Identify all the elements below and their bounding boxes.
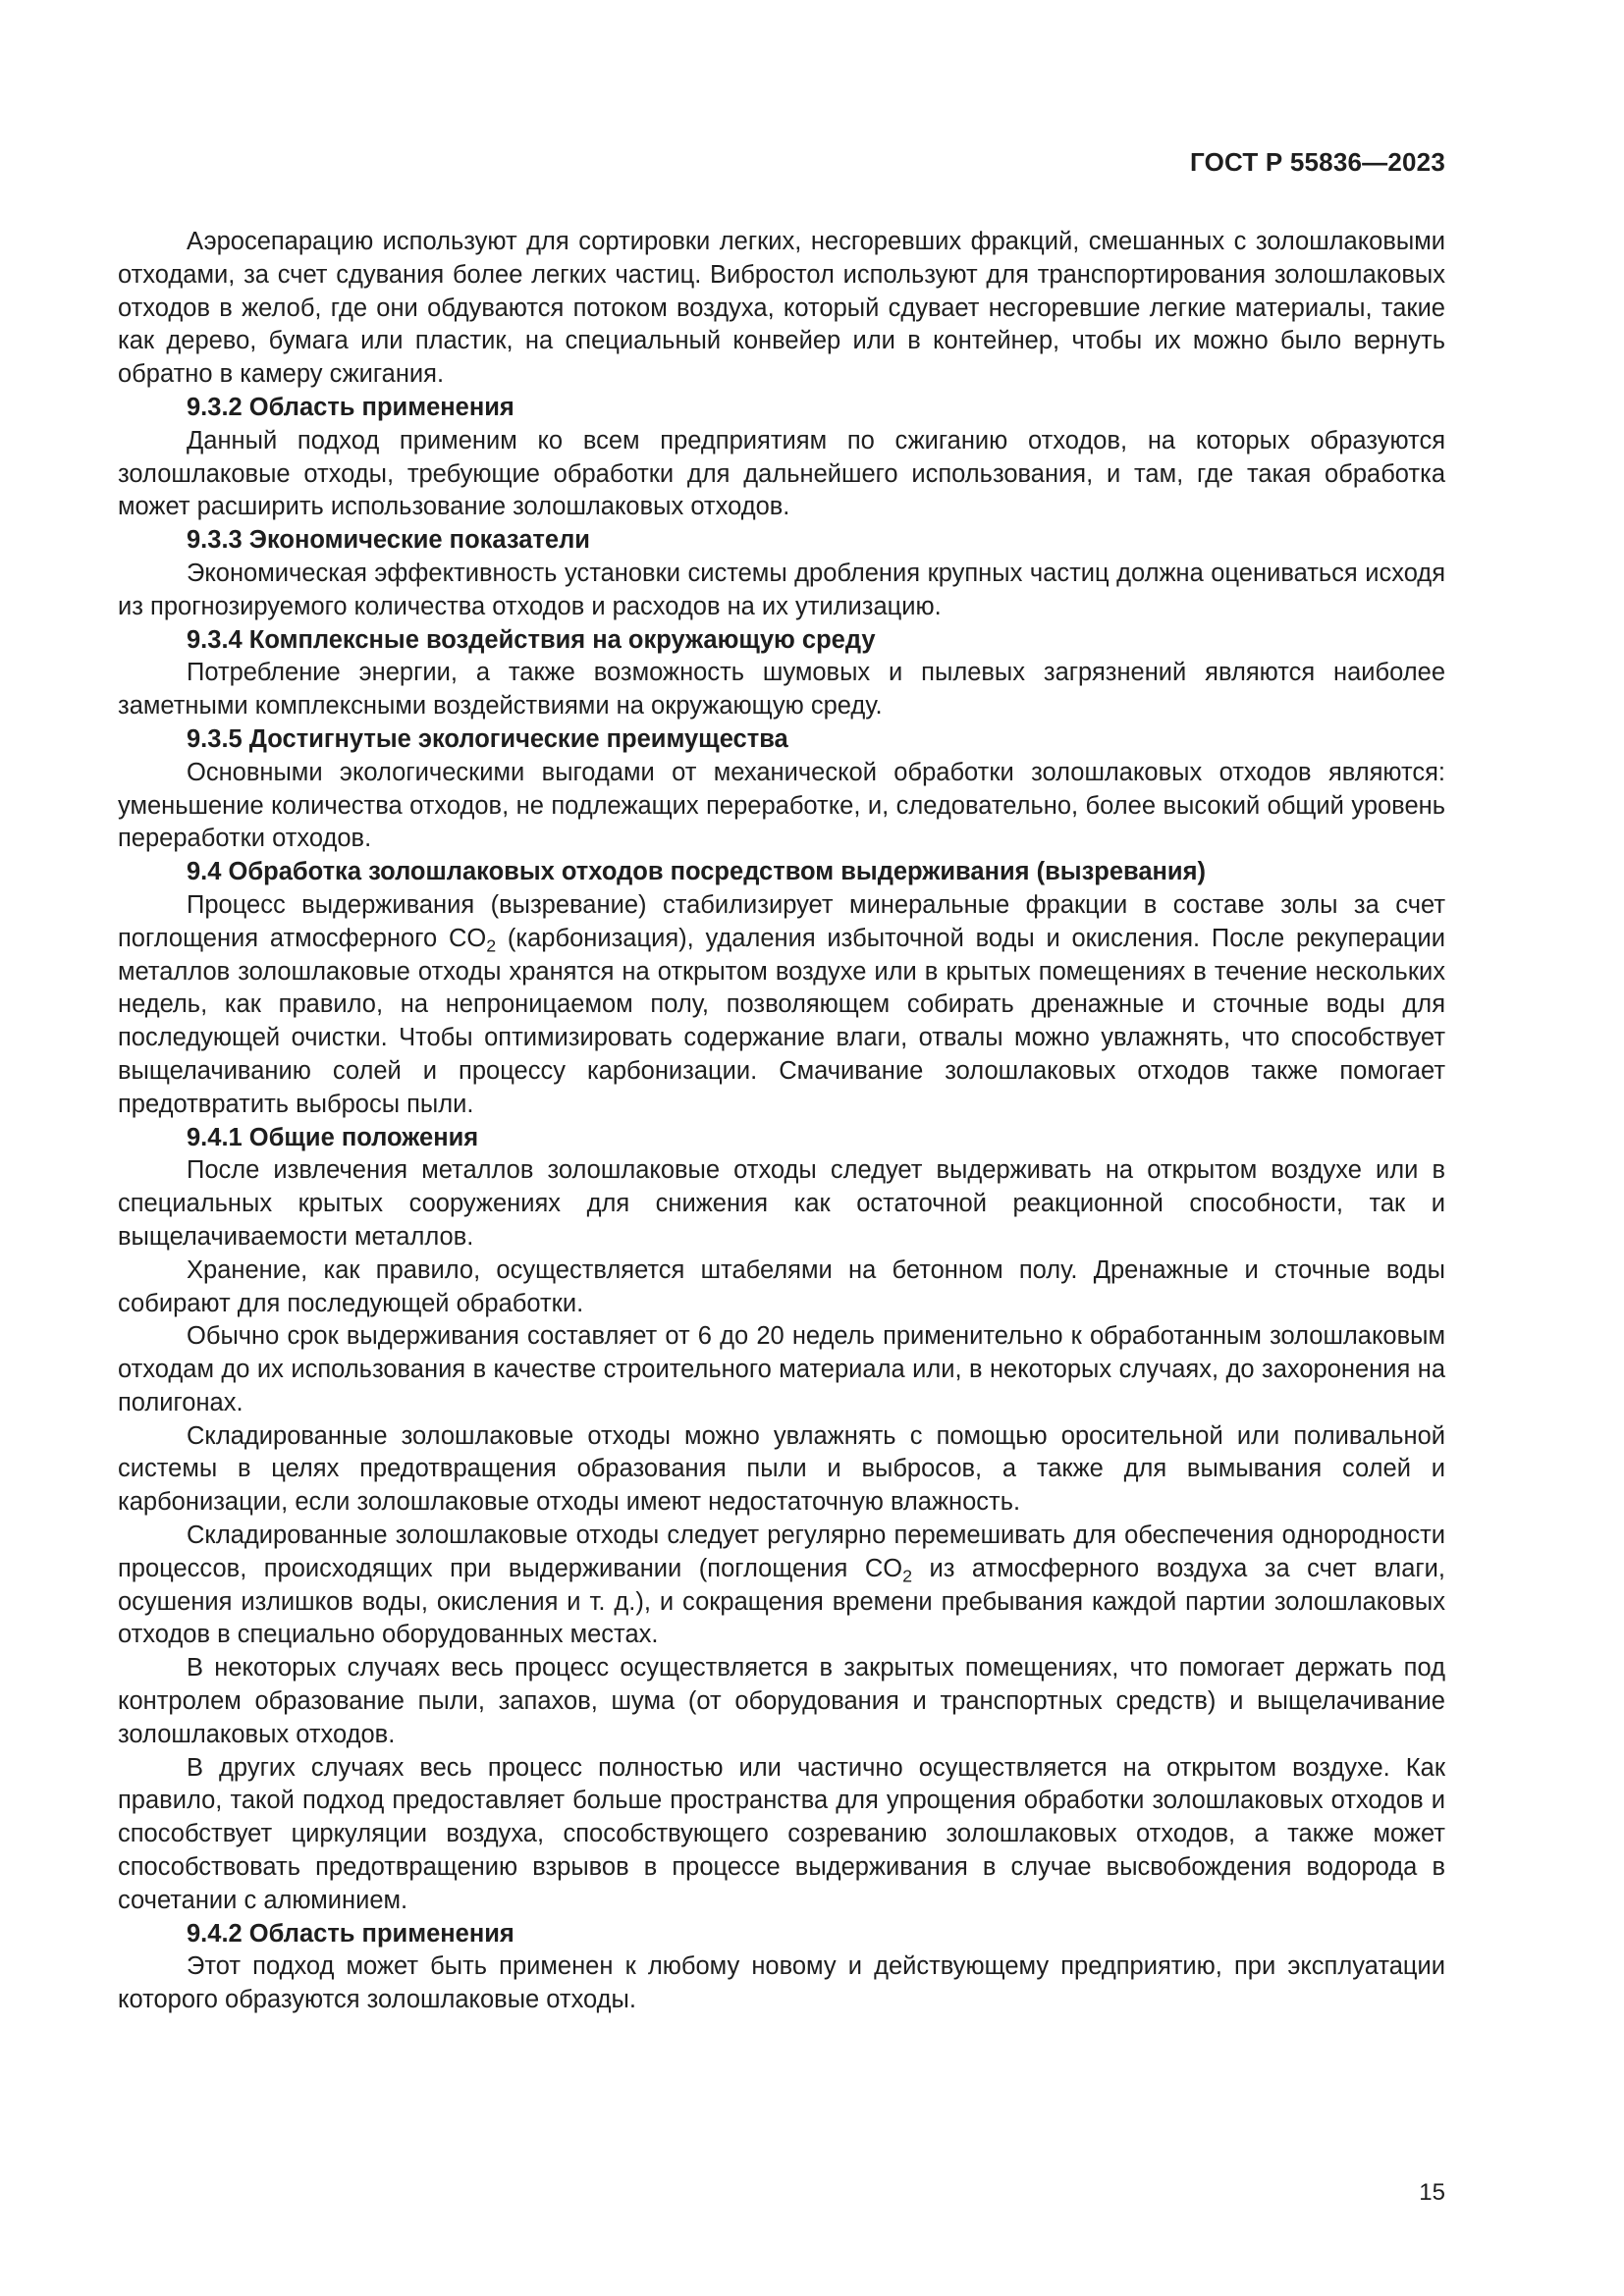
subscript-text: 2 <box>902 1566 913 1586</box>
body-paragraph: В некоторых случаях весь процесс осуществляется в закрытых помещениях, что помогает держать под контролем образование пыли, запахов, шума (от оборудования и транспортных средств) и выщелачивание золошлаковых отходов. <box>118 1654 1445 1748</box>
paragraph-text-run: (карбонизация), удаления избыточной воды и окисления. После рекуперации металлов золошлаковые отходы хранятся на открытом воздухе или в крытых помещениях в течение нескольких недель, как правило, на непроницаемом полу, позволяющем собирать дренажные и сточные воды для последующей очистки. Чтобы оптимизировать содержание влаги, отвалы можно увлажнять, что способствует выщелачиванию солей и процессу карбонизации. Смачивание золошлаковых отходов также помогает предотвратить выбросы пыли. <box>118 924 1445 1118</box>
section-heading: 9.3.3 Экономические показатели <box>187 526 590 555</box>
body-paragraph <box>118 1520 1445 1652</box>
subscript-text: 2 <box>486 935 497 956</box>
section-heading: 9.3.2 Область применения <box>187 393 514 421</box>
section-heading: 9.4.2 Область применения <box>187 1919 514 1948</box>
body-paragraph: Потребление энергии, а также возможность шумовых и пылевых загрязнений являются наиболее заметными комплексными воздействиями на окружающую среду. <box>118 659 1445 721</box>
paragraph-text-run: из атмосферного воздуха за счет влаги, осушения излишков воды, окисления и т. д.), и сокращения времени пребывания каждой партии золошлаковых отходов в специально оборудованных местах. <box>118 1554 1445 1649</box>
body-paragraph: Складированные золошлаковые отходы можно увлажнять с помощью оросительной или поливальной системы в целях предотвращения образования пыли и выбросов, а также для вымывания солей и карбонизации, если золошлаковые отходы имеют недостаточную влажность. <box>118 1421 1445 1517</box>
body-paragraph: Хранение, как правило, осуществляется штабелями на бетонном полу. Дренажные и сточные воды собирают для последующей обработки. <box>118 1255 1445 1317</box>
paragraph-text-run: Процесс выдерживания (вызревание) стабилизирует минеральные фракции в составе золы за счет поглощения атмосферного CO <box>118 890 1445 952</box>
body-paragraph: В других случаях весь процесс полностью или частично осуществляется на открытом воздухе. Как правило, такой подход предоставляет больше пространства для упрощения обработки золошлаковых отходов и способствует циркуляции воздуха, способствующего созреванию золошлаковых отходов, а также может способствовать предотвращению взрывов в процессе выдерживания в случае высвобождения водорода в сочетании с алюминием. <box>118 1753 1445 1914</box>
document-header-id: ГОСТ Р 55836—2023 <box>1190 147 1445 177</box>
section-heading: 9.4.1 Общие положения <box>187 1123 479 1151</box>
body-paragraph: Этот подход может быть применен к любому новому и действующему предприятию, при эксплуатации которого образуются золошлаковые отходы. <box>118 1952 1445 2014</box>
body-paragraph: Данный подход применим ко всем предприятиям по сжиганию отходов, на которых образуются золошлаковые отходы, требующие обработки для дальнейшего использования, и там, где такая обработка может расширить использование золошлаковых отходов. <box>118 426 1445 521</box>
section-heading: 9.3.4 Комплексные воздействия на окружающую среду <box>187 625 876 654</box>
section-heading: 9.3.5 Достигнутые экологические преимущества <box>187 724 788 753</box>
body-paragraph: Основными экологическими выгодами от механической обработки золошлаковых отходов являются: уменьшение количества отходов, не подлежащих переработке, и, следовательно, более высокий общий уровень переработки отходов. <box>118 758 1445 853</box>
section-heading: 9.4 Обработка золошлаковых отходов посредством выдерживания (вызревания) <box>187 858 1206 886</box>
body-paragraph: После извлечения металлов золошлаковые отходы следует выдерживать на открытом воздухе или в специальных крытых сооружениях для снижения как остаточной реакционной способности, так и выщелачиваемости металлов. <box>118 1156 1445 1251</box>
body-paragraph: Экономическая эффективность установки системы дробления крупных частиц должна оцениваться исходя из прогнозируемого количества отходов и расходов на их утилизацию. <box>118 559 1445 620</box>
paragraph-text-run: Складированные золошлаковые отходы следует регулярно перемешивать для обеспечения однородности процессов, происходящих при выдерживании (поглощения CO <box>118 1522 1445 1582</box>
page-number: 15 <box>1419 2179 1445 2206</box>
body-paragraph: Обычно срок выдерживания составляет от 6 до 20 недель применительно к обработанным золошлаковым отходам до их использования в качестве строительного материала или, в некоторых случаях, до захоронения на полигонах. <box>118 1322 1445 1416</box>
document-body <box>118 226 1445 2017</box>
body-paragraph: Аэросепарацию используют для сортировки легких, несгоревших фракций, смешанных с золошлаковыми отходами, за счет сдувания более легких частиц. Вибростол используют для транспортирования золошлаковых отходов в желоб, где они обдуваются потоком воздуха, который сдувает несгоревшие легкие материалы, такие как дерево, бумага или пластик, на специальный конвейер или в контейнер, чтобы их можно было вернуть обратно в камеру сжигания. <box>118 228 1445 389</box>
body-paragraph <box>118 889 1445 1122</box>
